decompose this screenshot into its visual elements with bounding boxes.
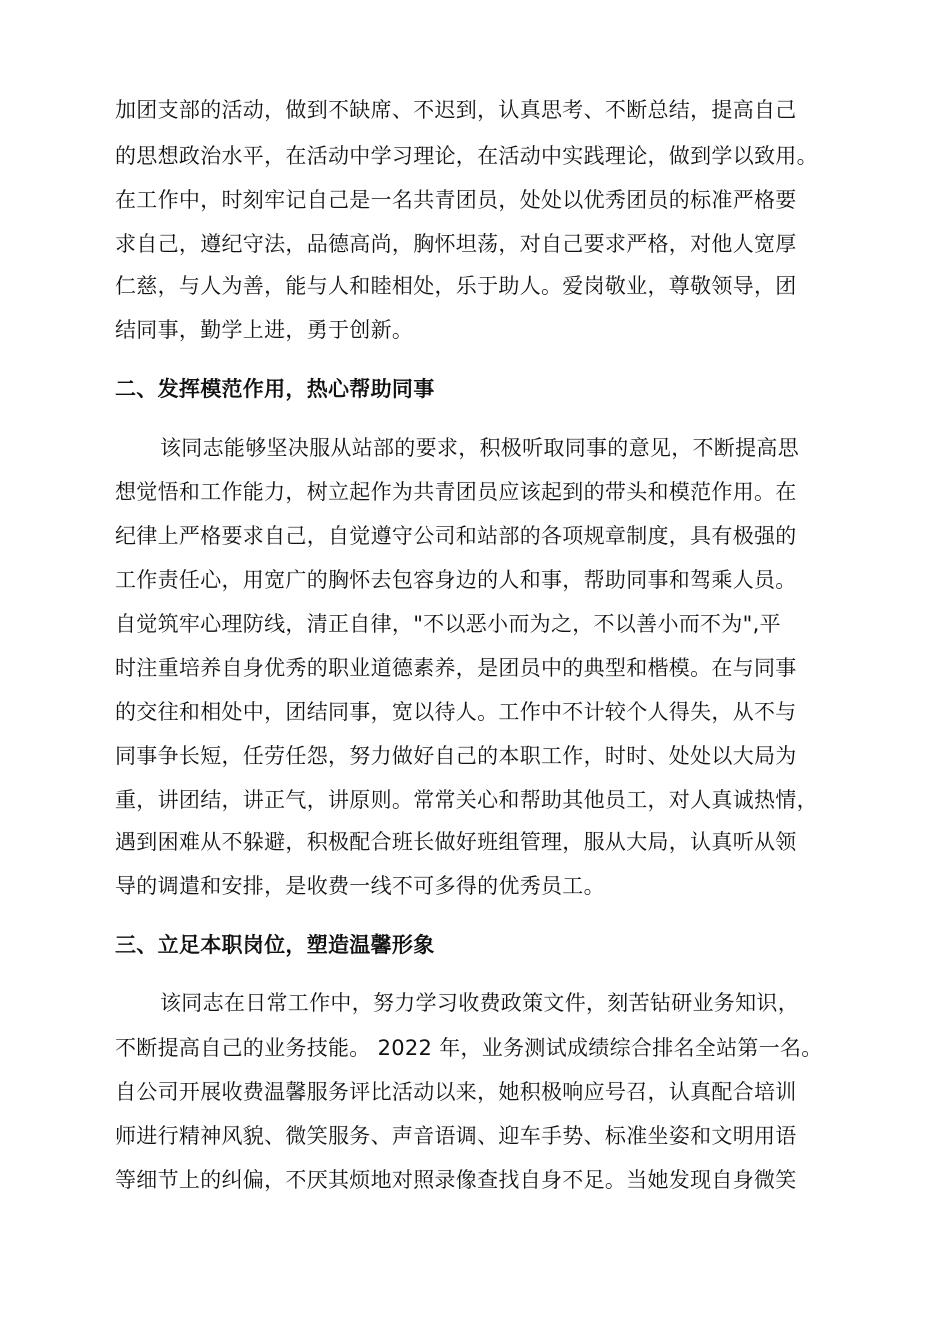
body-text-line: 的交往和相处中，团结同事，宽以待人。工作中不计较个人得失，从不与	[115, 700, 797, 724]
body-text-line: 重，讲团结，讲正气，讲原则。常常关心和帮助其他员工，对人真诚热情，	[115, 788, 818, 812]
body-text-line: 加团支部的活动，做到不缺席、不迟到，认真思考、不断总结，提高自己	[115, 98, 797, 122]
body-text-line: 自公司开展收费温馨服务评比活动以来，她积极响应号召，认真配合培训	[115, 1080, 797, 1104]
body-text-line: 导的调遣和安排，是收费一线不可多得的优秀员工。	[115, 874, 605, 898]
body-text-line: 求自己，遵纪守法，品德高尚，胸怀坦荡，对自己要求严格，对他人宽厚	[115, 232, 797, 256]
body-text-line: 的思想政治水平，在活动中学习理论，在活动中实践理论，做到学以致用。	[115, 144, 818, 168]
body-text-line: 仁慈，与人为善，能与人和睦相处，乐于助人。爱岗敬业，尊敬领导，团	[115, 274, 797, 298]
body-text-line: 自觉筑牢心理防线，清正自律，"不以恶小而为之，不以善小而不为",平	[115, 612, 781, 636]
body-text-line: 结同事，勤学上进，勇于创新。	[115, 318, 414, 342]
body-text-line: 在工作中，时刻牢记自己是一名共青团员，处处以优秀团员的标准严格要	[115, 188, 797, 212]
paragraph-first-line: 该同志能够坚决服从站部的要求，积极听取同事的意见，不断提高思	[160, 436, 799, 460]
body-text-line: 工作责任心，用宽广的胸怀去包容身边的人和事，帮助同事和驾乘人员。	[115, 568, 797, 592]
body-text-line: 纪律上严格要求自己，自觉遵守公司和站部的各项规章制度，具有极强的	[115, 524, 797, 548]
section-heading: 三、立足本职岗位，塑造温馨形象	[115, 933, 435, 957]
paragraph-first-line: 该同志在日常工作中，努力学习收费政策文件，刻苦钻研业务知识，	[160, 991, 799, 1015]
body-text-line: 遇到困难从不躲避，积极配合班长做好班组管理，服从大局，认真听从领	[115, 830, 797, 854]
body-text-line: 时注重培养自身优秀的职业道德素养，是团员中的典型和楷模。在与同事	[115, 656, 797, 680]
body-text-line: 不断提高自己的业务技能。 2022 年，业务测试成绩综合排名全站第一名。	[115, 1036, 823, 1060]
section-heading: 二、发挥模范作用，热心帮助同事	[115, 377, 435, 401]
body-text-line: 想觉悟和工作能力，树立起作为共青团员应该起到的带头和模范作用。在	[115, 480, 797, 504]
body-text-line: 师进行精神风貌、微笑服务、声音语调、迎车手势、标准坐姿和文明用语	[115, 1124, 797, 1148]
body-text-line: 同事争长短，任劳任怨，努力做好自己的本职工作，时时、处处以大局为	[115, 744, 797, 768]
body-text-line: 等细节上的纠偏，不厌其烦地对照录像查找自身不足。当她发现自身微笑	[115, 1168, 797, 1192]
